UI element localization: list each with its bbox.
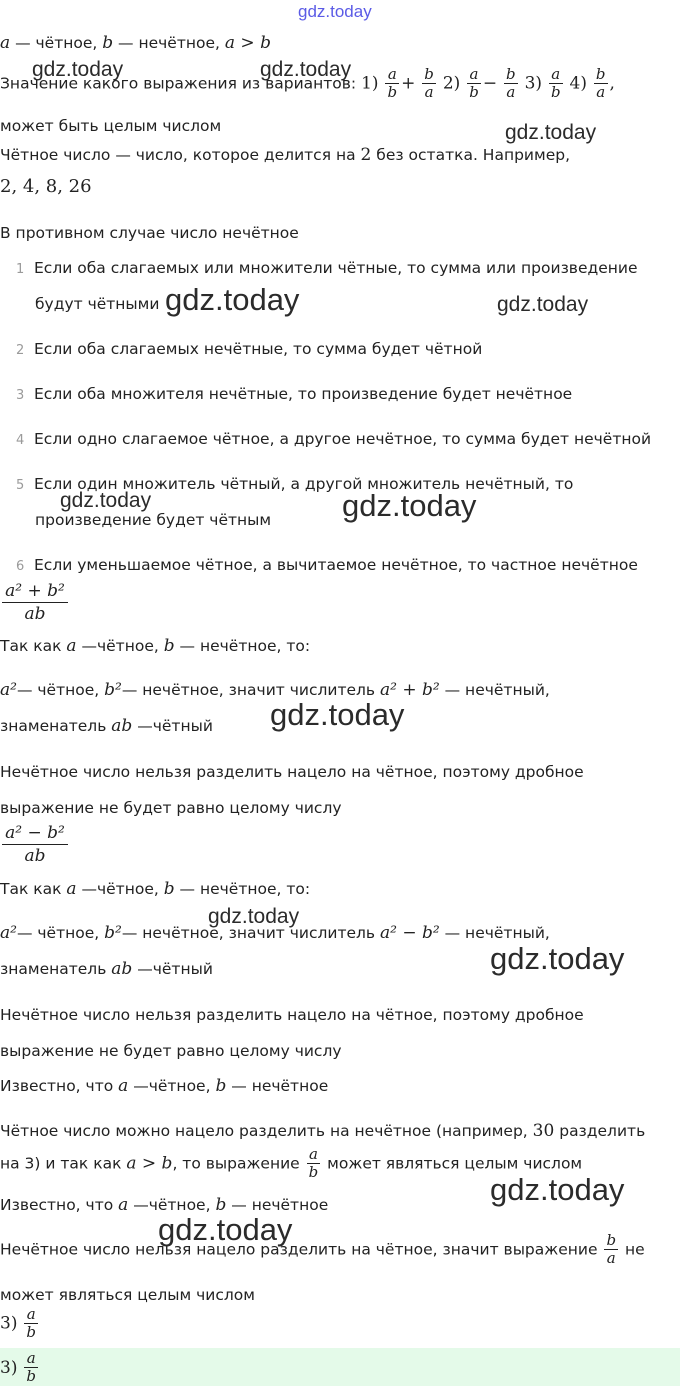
text: — чётное, bbox=[16, 681, 105, 699]
expression: a² + b² bbox=[380, 680, 440, 700]
text: —чётный bbox=[132, 717, 213, 735]
text: —чётный bbox=[132, 960, 213, 978]
fraction-a-over-b: $\frac{a}{b}$ bbox=[26, 1350, 36, 1385]
case4-line2: может являться целым числом bbox=[0, 1286, 255, 1304]
watermark: gdz.today bbox=[490, 941, 625, 976]
text: не bbox=[620, 1240, 645, 1259]
watermark: gdz.today bbox=[342, 488, 477, 523]
text: Нечётное число нельзя нацело разделить на чётное, значит выражение bbox=[0, 1240, 603, 1259]
watermark: gdz.today bbox=[260, 58, 352, 81]
list-text: Если одно слагаемое чётное, а другое нечётное, то сумма будет нечётной bbox=[34, 430, 652, 448]
var-a: a bbox=[66, 636, 77, 656]
expression: a² − b² bbox=[380, 923, 440, 943]
watermark: gdz.today bbox=[165, 282, 300, 317]
text: — нечётное, то: bbox=[174, 880, 311, 898]
list-number: 4 bbox=[16, 433, 25, 448]
fraction-a-over-b: $\frac{a}{b}$ bbox=[550, 65, 561, 101]
list-text: Если оба множителя нечётные, то произведение будет нечётное bbox=[34, 385, 573, 403]
task-question-end: может быть целым числом bbox=[0, 117, 222, 135]
list-item bbox=[0, 340, 482, 358]
var-b: b bbox=[102, 33, 114, 53]
definition-odd: В противном случае число нечётное bbox=[0, 224, 299, 242]
denominator: ab bbox=[2, 602, 68, 621]
var-b: b bbox=[215, 1076, 227, 1096]
var-a: a bbox=[66, 879, 77, 899]
text: —чётное, bbox=[128, 1077, 216, 1095]
text: —чётное, bbox=[76, 880, 164, 898]
site-watermark-header: gdz.today bbox=[298, 2, 372, 21]
case1-fraction bbox=[2, 580, 68, 621]
numerator: a² − b² bbox=[5, 823, 65, 843]
text: Чётное число — число, которое делится на bbox=[0, 146, 361, 164]
var-a: a bbox=[118, 1076, 129, 1096]
answer-line bbox=[0, 1306, 40, 1341]
fraction-a-over-b: $\frac{a}{b}$ bbox=[387, 65, 398, 101]
a-squared: a² bbox=[0, 680, 17, 700]
case2-since bbox=[0, 879, 310, 899]
fraction-a-over-b: $\frac{a}{b}$ bbox=[308, 1145, 319, 1181]
fraction-b-over-a: $\frac{b}{a}$ bbox=[606, 1231, 617, 1267]
var-a: a bbox=[0, 33, 11, 53]
list-number: 6 bbox=[16, 559, 25, 574]
list-item bbox=[0, 556, 638, 574]
watermark: gdz.today bbox=[270, 697, 405, 732]
answer-highlighted bbox=[0, 1350, 40, 1386]
text: разделить bbox=[554, 1122, 646, 1140]
option-1-label: 1) bbox=[361, 73, 379, 94]
text: — нечётный, bbox=[439, 924, 550, 942]
text: знаменатель bbox=[0, 960, 112, 978]
list-item-cont: произведение будет чётным bbox=[35, 511, 272, 529]
text: Известно, что bbox=[0, 1196, 119, 1214]
text: без остатка. Например, bbox=[371, 146, 571, 164]
task-question: Значение какого выражения из вариантов: 1) $\frac{a}{b}$ + $\frac{b}{a}$ 2) $\frac{a}{b}$ − $\frac{b}{a}$ 3) $\frac{a}{b}$ 4) $\frac{b}{a}$ , bbox=[0, 65, 615, 101]
b-squared: b² bbox=[104, 680, 122, 700]
var-b: b bbox=[215, 1195, 227, 1215]
fraction-a-over-b: $\frac{a}{b}$ bbox=[469, 65, 479, 101]
case3-known bbox=[0, 1076, 328, 1096]
var-a: a bbox=[118, 1195, 129, 1215]
list-number: 1 bbox=[16, 262, 25, 277]
text: знаменатель bbox=[0, 717, 112, 735]
product-ab: ab bbox=[111, 716, 133, 736]
case1-conclusion-2: выражение не будет равно целому числу bbox=[0, 799, 342, 817]
text: — чётное, bbox=[16, 924, 105, 942]
text: , то выражение bbox=[172, 1154, 305, 1173]
text: Так как bbox=[0, 637, 67, 655]
watermark: gdz.today bbox=[505, 121, 597, 144]
case2-denominator-line bbox=[0, 959, 213, 979]
answer-highlight bbox=[0, 1348, 680, 1386]
text: — нечётное bbox=[226, 1077, 329, 1095]
list-text: Если уменьшаемое чётное, а вычитаемое нечётное, то частное нечётное bbox=[34, 556, 638, 574]
case2-conclusion-2: выражение не будет равно целому числу bbox=[0, 1042, 342, 1060]
text: — нечётное, то: bbox=[174, 637, 311, 655]
inequality: a > b bbox=[224, 33, 271, 53]
fraction-b-over-a: $\frac{b}{a}$ bbox=[595, 65, 606, 101]
case1-since bbox=[0, 636, 310, 656]
fraction-a-over-b: $\frac{a}{b}$ bbox=[26, 1305, 36, 1341]
denominator: ab bbox=[2, 844, 68, 863]
text: — нечётное, значит числитель bbox=[121, 681, 380, 699]
var-b: b bbox=[163, 879, 175, 899]
text: — нечётное, значит числитель bbox=[121, 924, 380, 942]
case1-conclusion-1: Нечётное число нельзя разделить нацело на чётное, поэтому дробное bbox=[0, 763, 584, 781]
text: — нечётное bbox=[226, 1196, 329, 1214]
case2-conclusion-1: Нечётное число нельзя разделить нацело на чётное, поэтому дробное bbox=[0, 1006, 584, 1024]
fraction-b-over-a: $\frac{b}{a}$ bbox=[424, 65, 434, 101]
var-b: b bbox=[163, 636, 175, 656]
option-4-label: 4) bbox=[569, 73, 587, 94]
list-number: 3 bbox=[16, 388, 25, 403]
text: на 3) и так как bbox=[0, 1154, 127, 1173]
case3-line1 bbox=[0, 1121, 645, 1141]
watermark: gdz.today bbox=[60, 489, 152, 512]
text: Чётное число можно нацело разделить на нечётное (например, bbox=[0, 1122, 533, 1140]
list-text: Если оба слагаемых или множители чётные, то сумма или произведение bbox=[34, 259, 638, 277]
comma: , bbox=[609, 73, 615, 94]
text: Значение какого выражения из вариантов: bbox=[0, 74, 362, 93]
answer-label: 3) bbox=[0, 1358, 18, 1378]
watermark: gdz.today bbox=[490, 1172, 625, 1207]
watermark: gdz.today bbox=[497, 293, 589, 316]
watermark: gdz.today bbox=[32, 58, 124, 81]
b-squared: b² bbox=[104, 923, 122, 943]
option-3-label: 3) bbox=[524, 73, 543, 94]
list-number: 2 bbox=[16, 343, 25, 358]
text: Так как bbox=[0, 880, 67, 898]
task-condition bbox=[0, 33, 271, 53]
watermark: gdz.today bbox=[208, 905, 300, 928]
numerator: a² + b² bbox=[5, 581, 65, 601]
text: — нечётное, bbox=[113, 34, 225, 52]
a-squared: a² bbox=[0, 923, 17, 943]
number: 2 bbox=[360, 145, 372, 165]
list-text: Если оба слагаемых нечётные, то сумма будет чётной bbox=[34, 340, 483, 358]
inequality: a > b bbox=[126, 1153, 173, 1174]
text: — чётное, bbox=[10, 34, 103, 52]
case4-line1 bbox=[0, 1232, 645, 1267]
list-item bbox=[0, 430, 651, 448]
list-item bbox=[0, 385, 572, 403]
option-2-label: 2) bbox=[442, 73, 461, 94]
text: —чётное, bbox=[128, 1196, 216, 1214]
case1-denominator-line bbox=[0, 716, 213, 736]
text: — нечётный, bbox=[439, 681, 550, 699]
number: 30 bbox=[532, 1121, 555, 1141]
list-item bbox=[0, 259, 637, 277]
text: Известно, что bbox=[0, 1077, 119, 1095]
list-item-cont: будут чётными bbox=[35, 295, 160, 313]
list-number: 5 bbox=[16, 478, 25, 493]
case2-fraction bbox=[2, 822, 68, 863]
text: —чётное, bbox=[76, 637, 164, 655]
product-ab: ab bbox=[111, 959, 133, 979]
list-text: Если один множитель чётный, а другой множитель нечётный, то bbox=[34, 475, 574, 493]
text: может являться целым числом bbox=[322, 1154, 583, 1173]
answer-label: 3) bbox=[0, 1313, 18, 1334]
watermark: gdz.today bbox=[158, 1212, 293, 1247]
definition-even bbox=[0, 145, 570, 165]
definition-examples: 2, 4, 8, 26 bbox=[0, 176, 92, 197]
fraction-b-over-a: $\frac{b}{a}$ bbox=[506, 65, 516, 101]
